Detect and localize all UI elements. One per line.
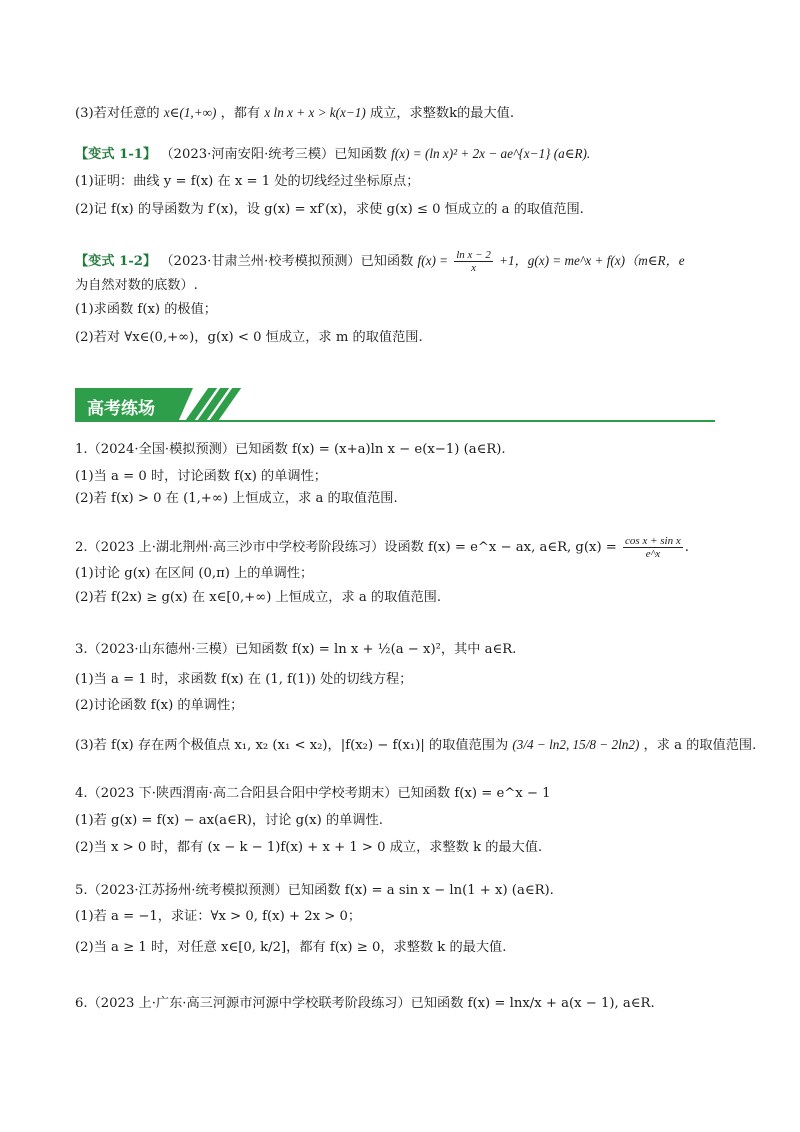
problem-1-q1: (1)当 a = 0 时，讨论函数 f(x) 的单调性； <box>75 469 327 484</box>
problem-3-q3-text: (3)若 f(x) 存在两个极值点 x₁, x₂ (x₁ < x₂)，|f(x₂) − f(x₁)| 的取值范围为 <box>75 738 509 753</box>
problem-2-q1: (1)讨论 g(x) 在区间 (0,π) 上的单调性； <box>75 566 314 581</box>
problem-1-q2: (2)若 f(x) > 0 在 (1,+∞) 上恒成立，求 a 的取值范围. <box>75 491 398 506</box>
top-item-3 <box>75 103 740 124</box>
variant-1-2-q1: (1)求函数 f(x) 的极值； <box>75 302 217 317</box>
problem-3-q3-tail: ，求 a 的取值范围. <box>643 738 757 753</box>
problem-3-q3 <box>75 735 757 756</box>
variant-1-1-function: f(x) = (ln x)² + 2x − ae^{x−1} (a∈R). <box>391 146 591 161</box>
problem-6-head: 6.（2023 上·广东·高三河源市河源中学校联考阶段练习）已知函数 f(x) = lnx/x + a(x − 1), a∈R. <box>75 996 655 1011</box>
problem-5-head: 5.（2023·江苏扬州·统考模拟预测）已知函数 f(x) = a sin x − ln(1 + x) (a∈R). <box>75 883 554 898</box>
variant-1-1-tag: 【变式 1-1】 <box>75 147 157 162</box>
problem-4-head: 4.（2023 下·陕西渭南·高二合阳县合阳中学校考期末）已知函数 f(x) = e^x − 1 <box>75 786 551 801</box>
problem-2-frac-den: e^x <box>645 548 661 560</box>
variant-1-2-func-tail: +1，g(x) = me^x + f(x)（m∈R，e <box>499 253 685 268</box>
banner-rule <box>75 420 715 422</box>
problem-4-q1: (1)若 g(x) = f(x) − ax(a∈R)，讨论 g(x) 的单调性. <box>75 813 383 828</box>
problem-5-q2: (2)当 a ≥ 1 时，对任意 x∈[0, k/2]，都有 f(x) ≥ 0，求整数 k 的最大值. <box>75 940 507 955</box>
top-item-tail: 成立，求整数k的最大值. <box>369 106 515 121</box>
problem-3-q1: (1)当 a = 1 时，求函数 f(x) 在 (1, f(1)) 处的切线方程； <box>75 672 413 687</box>
variant-1-1-q2: (2)记 f(x) 的导函数为 f′(x)，设 g(x) = xf′(x)，求使 g(x) ≤ 0 恒成立的 a 的取值范围. <box>75 202 584 217</box>
problem-5-q1: (1)若 a = −1，求证：∀x > 0, f(x) + 2x > 0； <box>75 909 362 924</box>
variant-1-2-frac-num: ln x − 2 <box>456 249 491 261</box>
variant-1-2-tag: 【变式 1-2】 <box>75 254 157 269</box>
top-item-condition: x∈(1,+∞) <box>163 105 217 120</box>
problem-4-q2: (2)当 x > 0 时，都有 (x − k − 1)f(x) + x + 1 > 0 成立，求整数 k 的最大值. <box>75 840 543 855</box>
top-item-label: (3)若对任意的 <box>75 106 160 121</box>
problem-2-head: 2.（2023 上·湖北荆州·高三沙市中学校考阶段练习）设函数 f(x) = e^x − ax, a∈R, g(x) = $\frac{\text{cos x + sin x}}{e\^{}x}$ . <box>75 535 689 560</box>
variant-1-1-source: （2023·河南安阳·统考三模）已知函数 <box>160 147 387 162</box>
problem-3-q2: (2)讨论函数 f(x) 的单调性； <box>75 698 244 713</box>
problem-3-q3-range: (3/4 − ln2, 15/8 − 2ln2) <box>512 737 640 752</box>
problem-2-frac-num: cos x + sin x <box>625 535 681 547</box>
problem-2-head-text: 2.（2023 上·湖北荆州·高三沙市中学校考阶段练习）设函数 f(x) = e^x − ax, a∈R, g(x) = <box>75 540 617 555</box>
section-banner <box>75 384 715 424</box>
variant-1-1-q1: (1)证明：曲线 y = f(x) 在 x = 1 处的切线经过坐标原点； <box>75 174 420 189</box>
variant-1-2-line2: 为自然对数的底数）. <box>75 278 198 293</box>
problem-2-q2: (2)若 f(2x) ≥ g(x) 在 x∈[0,+∞) 上恒成立，求 a 的取值范围. <box>75 590 442 605</box>
problem-3-head: 3.（2023·山东德州·三模）已知函数 f(x) = ln x + ½(a − x)²，其中 a∈R. <box>75 642 517 657</box>
variant-1-2-head: 【变式 1-2】 （2023·甘肃兰州·校考模拟预测）已知函数 f(x) = $\frac{\text{ln x − 2}}{x}$ +1，g(x) = me^x + f(x)（m∈R，e <box>75 249 685 274</box>
variant-1-1-head <box>75 144 740 165</box>
banner-title: 高考练场 <box>87 399 155 419</box>
problem-1-head: 1.（2024·全国·模拟预测）已知函数 f(x) = (x+a)ln x − e(x−1) (a∈R). <box>75 442 506 457</box>
variant-1-2-q2: (2)若对 ∀x∈(0,+∞)，g(x) < 0 恒成立，求 m 的取值范围. <box>75 330 423 345</box>
variant-1-2-source: （2023·甘肃兰州·校考模拟预测）已知函数 <box>160 254 414 269</box>
top-item-inequality: x ln x + x > k(x−1) <box>264 105 366 120</box>
variant-1-2-fraction <box>454 249 493 274</box>
variant-1-2-frac-den: x <box>471 262 476 274</box>
top-item-mid: ，都有 <box>220 106 261 121</box>
problem-2-fraction <box>623 535 683 560</box>
